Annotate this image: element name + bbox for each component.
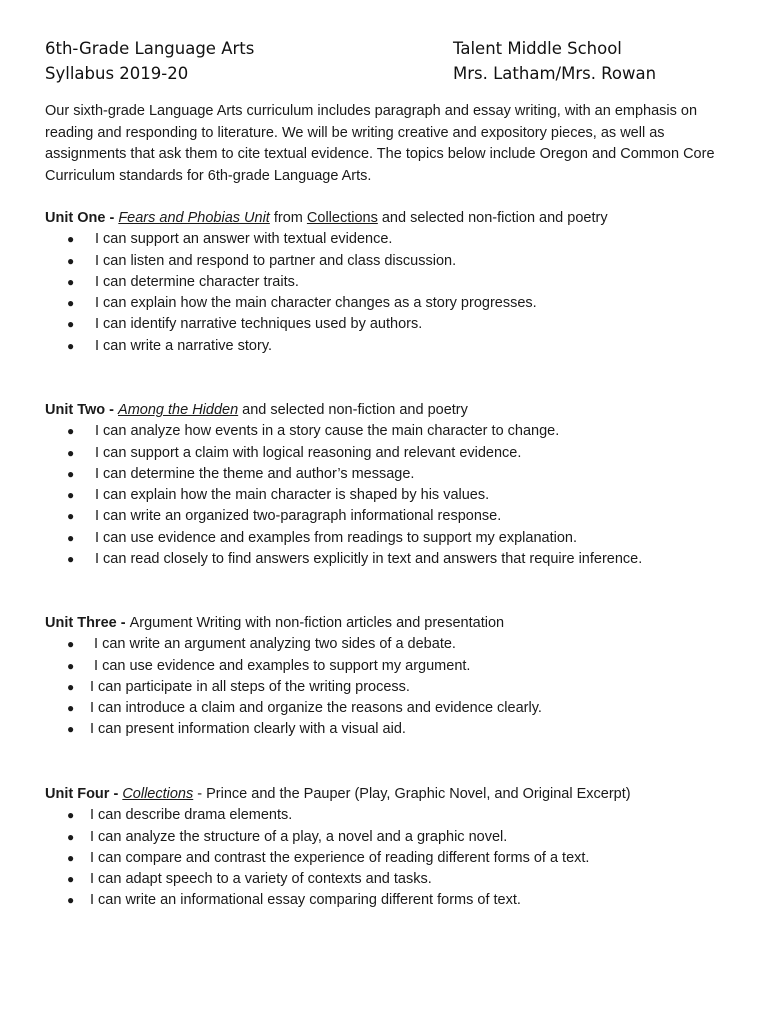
- list-item-text: I can adapt speech to a variety of contexts and tasks.: [90, 871, 432, 888]
- list-item: [45, 634, 745, 655]
- bullet-icon: ●: [67, 658, 75, 673]
- unit-two-list: [45, 421, 745, 570]
- school-name: Talent Middle School: [453, 39, 622, 58]
- bullet-icon: ●: [67, 274, 75, 289]
- unit-four-rest: - Prince and the Pauper (Play, Graphic Novel, and Original Excerpt): [193, 786, 631, 802]
- unit-one-label: Unit One -: [45, 210, 119, 226]
- list-item-text: I can support a claim with logical reasoning and relevant evidence.: [95, 444, 522, 461]
- list-item: [45, 314, 745, 335]
- list-item-text: I can write an informational essay comparing different forms of text.: [90, 892, 521, 909]
- unit-four-title: Collections: [122, 786, 194, 802]
- bullet-icon: ●: [67, 808, 75, 823]
- list-item-text: I can write a narrative story.: [95, 337, 273, 354]
- list-item: [45, 272, 745, 293]
- list-item: [45, 293, 745, 314]
- bullet-icon: ●: [67, 722, 75, 737]
- syllabus-year: Syllabus 2019-20: [45, 64, 189, 83]
- unit-two-heading: [45, 400, 745, 421]
- unit-one-list: [45, 229, 745, 357]
- bullet-icon: ●: [67, 296, 75, 311]
- list-item-text: I can introduce a claim and organize the reasons and evidence clearly.: [90, 700, 542, 717]
- list-item: [45, 336, 745, 357]
- bullet-icon: ●: [67, 317, 75, 332]
- bullet-icon: ●: [67, 872, 75, 887]
- list-item: [45, 506, 745, 527]
- list-item-text: I can determine character traits.: [95, 273, 299, 290]
- list-item: [45, 464, 745, 485]
- unit-one-source: Collections: [306, 210, 378, 226]
- list-item: [45, 848, 745, 869]
- list-item-text: I can identify narrative techniques used by authors.: [95, 316, 423, 333]
- list-item-text: I can support an answer with textual evidence.: [95, 231, 393, 248]
- unit-two: [45, 400, 745, 570]
- bullet-icon: ●: [67, 232, 75, 247]
- unit-one-rest: and selected non-fiction and poetry: [377, 210, 608, 226]
- list-item: [45, 805, 745, 826]
- list-item-text: I can use evidence and examples to support my argument.: [90, 657, 471, 674]
- unit-three-label: Unit Three -: [45, 615, 130, 631]
- bullet-icon: ●: [67, 488, 75, 503]
- unit-four-list: [45, 805, 745, 911]
- unit-three: [45, 613, 745, 741]
- list-item-text: I can read closely to find answers explicitly in text and answers that require inference.: [95, 551, 643, 568]
- bullet-icon: ●: [67, 253, 75, 268]
- bullet-icon: ●: [67, 552, 75, 567]
- unit-two-rest: and selected non-fiction and poetry: [238, 402, 468, 418]
- intro-paragraph: Our sixth-grade Language Arts curriculum includes paragraph and essay writing, with an emphasis on reading and responding to literature. We will be writing creative and expository pieces, as well as assignments that ask them to cite textual evidence. The topics below include Oregon and Common Core Curriculum standards for 6th-grade Language Arts.: [45, 103, 715, 184]
- bullet-icon: ●: [67, 893, 75, 908]
- bullet-icon: ●: [67, 338, 75, 353]
- list-item-text: I can listen and respond to partner and class discussion.: [95, 252, 457, 269]
- list-item: [45, 698, 745, 719]
- list-item-text: I can explain how the main character changes as a story progresses.: [95, 295, 537, 312]
- unit-three-list: [45, 634, 745, 740]
- unit-four: [45, 784, 745, 912]
- list-item-text: I can participate in all steps of the writing process.: [90, 678, 410, 695]
- list-item: [45, 229, 745, 250]
- list-item-text: I can analyze the structure of a play, a novel and a graphic novel.: [90, 828, 508, 845]
- list-item-text: I can write an argument analyzing two sides of a debate.: [90, 636, 456, 653]
- list-item: [45, 827, 745, 848]
- bullet-icon: ●: [67, 637, 75, 652]
- unit-one-from: from: [269, 210, 307, 226]
- unit-two-label: Unit Two -: [45, 402, 119, 418]
- header-right: [453, 36, 656, 86]
- list-item-text: I can determine the theme and author’s message.: [95, 465, 415, 482]
- unit-two-title: Among the Hidden: [118, 402, 239, 418]
- unit-one-heading: [45, 208, 745, 229]
- list-item: [45, 443, 745, 464]
- bullet-icon: ●: [67, 679, 75, 694]
- list-item-text: I can analyze how events in a story cause the main character to change.: [95, 423, 560, 440]
- list-item: [45, 485, 745, 506]
- list-item-text: I can compare and contrast the experience of reading different forms of a text.: [90, 849, 590, 866]
- bullet-icon: ●: [67, 466, 75, 481]
- list-item-text: I can describe drama elements.: [90, 807, 293, 824]
- unit-four-heading: [45, 784, 745, 805]
- bullet-icon: ●: [67, 530, 75, 545]
- list-item-text: I can use evidence and examples from readings to support my explanation.: [95, 529, 577, 546]
- list-item-text: I can explain how the main character is shaped by his values.: [95, 487, 490, 504]
- list-item-text: I can write an organized two-paragraph informational response.: [95, 508, 502, 525]
- list-item: [45, 890, 745, 911]
- list-item: [45, 251, 745, 272]
- bullet-icon: ●: [67, 509, 75, 524]
- list-item: [45, 677, 745, 698]
- list-item: [45, 719, 745, 740]
- unit-three-heading: [45, 613, 745, 634]
- list-item: [45, 869, 745, 890]
- list-item: [45, 549, 745, 570]
- unit-one-title: Fears and Phobias Unit: [118, 210, 270, 226]
- header-left: [45, 36, 254, 86]
- list-item: [45, 656, 745, 677]
- unit-three-rest: Argument Writing with non-fiction articles and presentation: [129, 615, 505, 631]
- list-item: [45, 528, 745, 549]
- bullet-icon: ●: [67, 424, 75, 439]
- bullet-icon: ●: [67, 701, 75, 716]
- unit-four-label: Unit Four -: [45, 786, 123, 802]
- bullet-icon: ●: [67, 850, 75, 865]
- bullet-icon: ●: [67, 445, 75, 460]
- teacher-names: Mrs. Latham/Mrs. Rowan: [453, 64, 657, 83]
- bullet-icon: ●: [67, 829, 75, 844]
- course-title: 6th-Grade Language Arts: [45, 39, 255, 58]
- list-item-text: I can present information clearly with a visual aid.: [90, 721, 406, 738]
- unit-one: [45, 208, 745, 357]
- list-item: [45, 421, 745, 442]
